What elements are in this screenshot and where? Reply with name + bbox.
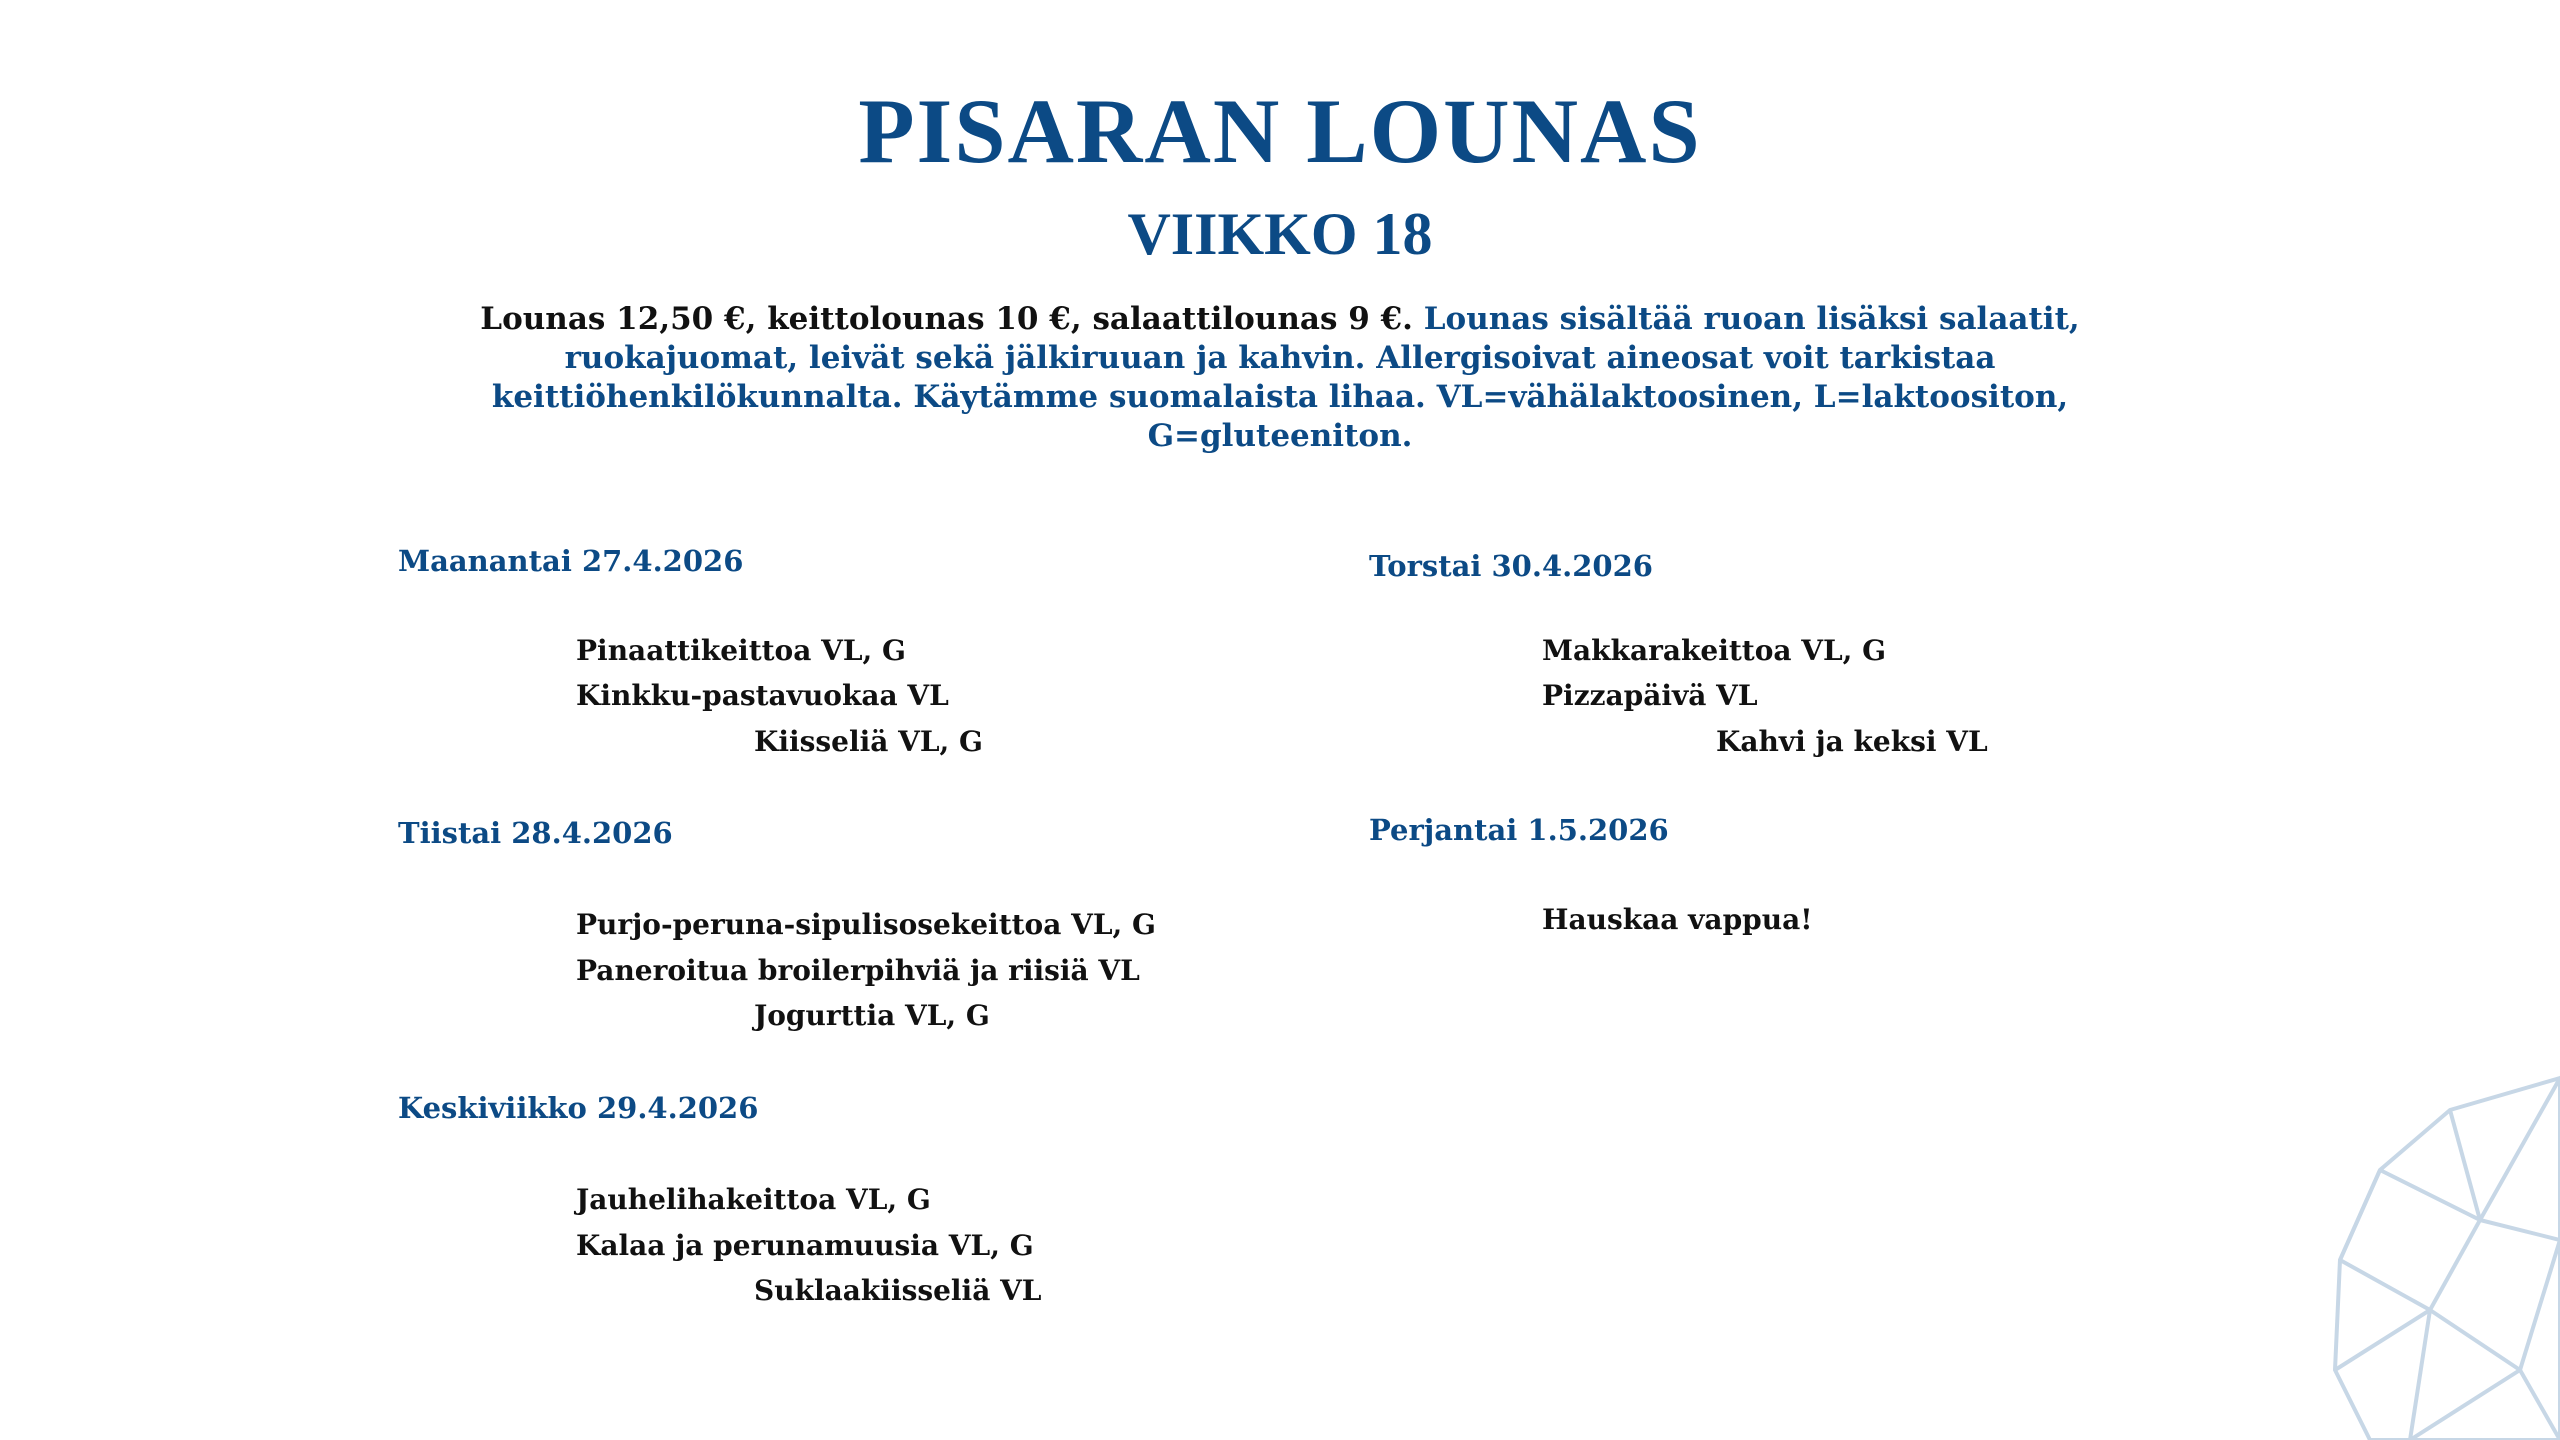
dish-item: Paneroitua broilerpihviä ja riisiä VL (576, 954, 1140, 987)
lunch-info (380, 300, 2180, 456)
dish-item: Kalaa ja perunamuusia VL, G (576, 1229, 1034, 1262)
day-heading-thursday: Torstai 30.4.2026 (1369, 549, 1653, 583)
lunch-description: Lounas sisältää ruoan lisäksi salaatit, ruokajuomat, leivät sekä jälkiruuan ja kahvin. Allergisoivat aineosat voit tarkistaa keittiöhenkilökunnalta. Käytämme suomalaista lihaa. VL=vähälaktoosinen, L=laktoositon, G=gluteeniton. (491, 301, 2080, 454)
day-heading-friday: Perjantai 1.5.2026 (1369, 813, 1669, 847)
dessert-item: Jogurttia VL, G (754, 999, 990, 1032)
crystal-decoration-icon (2320, 1070, 2560, 1440)
dish-item: Purjo-peruna-sipulisosekeittoa VL, G (576, 908, 1156, 941)
day-heading-monday: Maanantai 27.4.2026 (398, 544, 744, 578)
dessert-item: Kahvi ja keksi VL (1716, 725, 1988, 758)
dish-item: Makkarakeittoa VL, G (1542, 634, 1887, 667)
dish-item: Pizzapäivä VL (1542, 679, 1758, 712)
dish-item: Kinkku-pastavuokaa VL (576, 679, 949, 712)
day-heading-tuesday: Tiistai 28.4.2026 (398, 816, 673, 850)
price-info: Lounas 12,50 €, keittolounas 10 €, salaattilounas 9 €. (480, 301, 1413, 337)
dish-item: Pinaattikeittoa VL, G (576, 634, 906, 667)
page-title: PISARAN LOUNAS (858, 80, 1702, 182)
dish-item: Hauskaa vappua! (1542, 903, 1813, 936)
day-heading-wednesday: Keskiviikko 29.4.2026 (398, 1091, 759, 1125)
week-label: VIIKKO 18 (1127, 201, 1433, 267)
dessert-item: Kiisseliä VL, G (754, 725, 983, 758)
dish-item: Jauhelihakeittoa VL, G (576, 1183, 931, 1216)
dessert-item: Suklaakiisseliä VL (754, 1274, 1042, 1307)
